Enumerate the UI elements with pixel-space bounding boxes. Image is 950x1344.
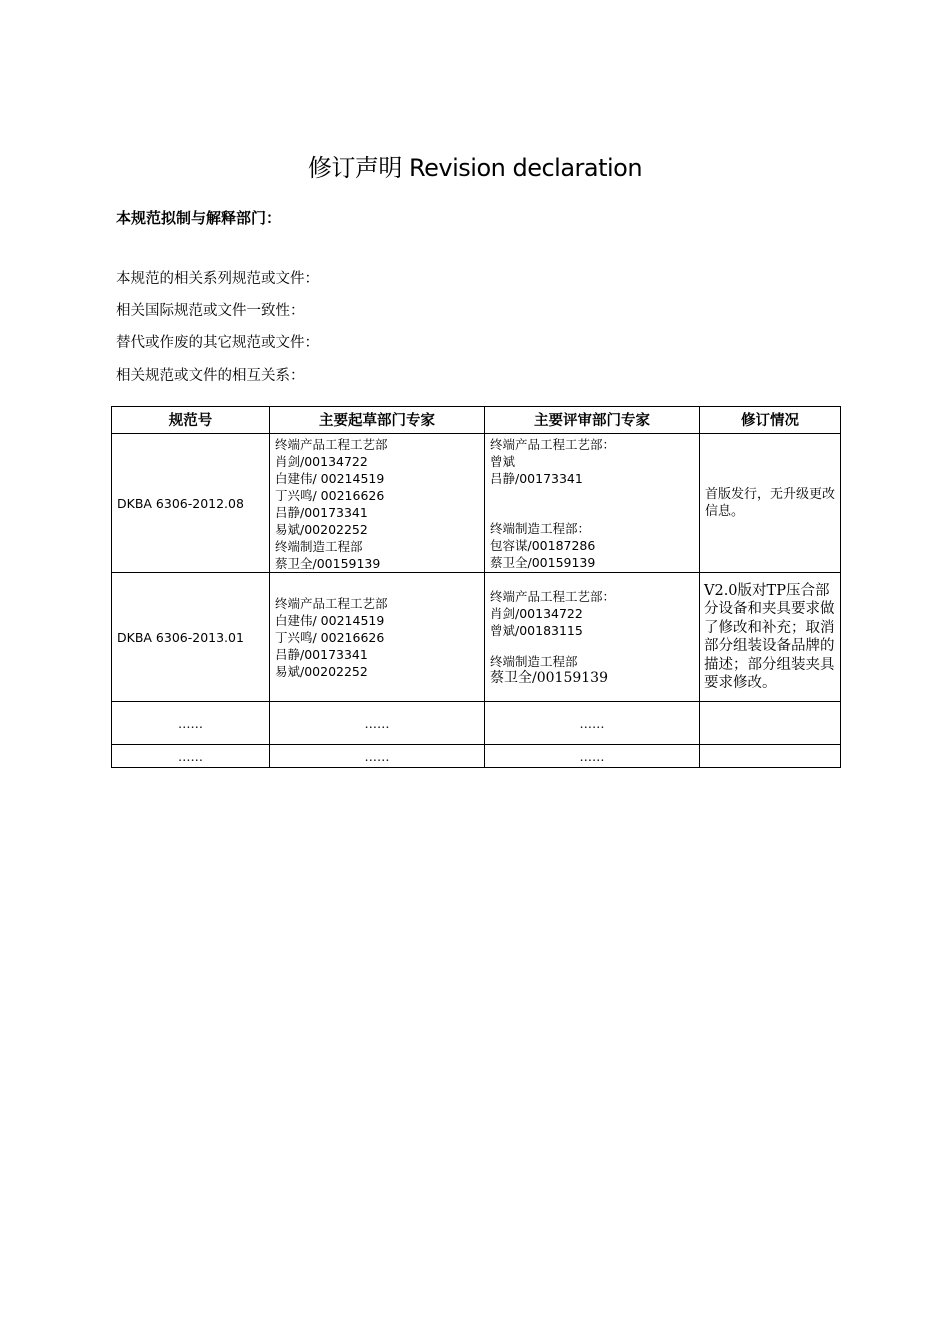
table-header-row [112, 407, 841, 434]
drafter-line: 吕静/00173341 [275, 646, 368, 662]
reviewer-line: 终端产品工程工艺部： [490, 437, 616, 452]
drafter-line: 肖剑/00134722 [275, 454, 368, 469]
table-row [112, 745, 841, 768]
drafter-line: 易斌/00202252 [275, 663, 368, 679]
drafter-line: 易斌/00202252 [275, 522, 368, 537]
reviewer-line: 肖剑/00134722 [490, 605, 583, 621]
drafter-line: 白建伟/ 00214519 [275, 471, 385, 486]
reviewers-cell [485, 434, 700, 573]
header-revision: 修订情况 [700, 407, 841, 434]
revision-cell: V2.0版对TP压合部分设备和夹具要求做了修改和补充；取消部分组装设备品牌的描述；部分组装夹具要求修改。 [700, 573, 841, 702]
drafter-line: 吕静/00173341 [275, 505, 368, 520]
table-row [112, 702, 841, 745]
table-row [112, 434, 841, 573]
ellipsis-cell: …… [485, 702, 700, 745]
reviewer-line: 终端产品工程工艺部： [490, 588, 616, 604]
reviewer-line: 蔡卫全/00159139 [490, 555, 596, 570]
drafter-line: 终端制造工程部 [275, 539, 363, 554]
department-label: 本规范拟制与解释部门： [116, 209, 282, 227]
ellipsis-cell: …… [485, 745, 700, 768]
reviewer-line: 蔡卫全/00159139 [490, 669, 608, 686]
ellipsis-cell: …… [270, 702, 485, 745]
spec-number-cell: DKBA 6306-2013.01 [112, 573, 270, 702]
international-consistency-line: 相关国际规范或文件一致性： [116, 303, 305, 319]
ellipsis-cell: …… [270, 745, 485, 768]
ellipsis-cell: …… [112, 745, 270, 768]
revision-table [111, 406, 841, 768]
spec-number-cell: DKBA 6306-2012.08 [112, 434, 270, 573]
drafter-line: 丁兴鸣/ 00216626 [275, 488, 385, 503]
empty-cell [700, 745, 841, 768]
reviewer-line: 曾斌/00183115 [490, 622, 583, 638]
reviewers-cell [485, 573, 700, 702]
related-series-line: 本规范的相关系列规范或文件： [116, 271, 319, 287]
reviewer-line: 吕静/00173341 [490, 471, 583, 486]
header-reviewers: 主要评审部门专家 [485, 407, 700, 434]
empty-cell [700, 702, 841, 745]
header-spec-number: 规范号 [112, 407, 270, 434]
header-drafters: 主要起草部门专家 [270, 407, 485, 434]
reviewer-line: 曾斌 [490, 454, 516, 469]
reviewer-line: 终端制造工程部： [490, 521, 591, 536]
page-title: 修订声明 Revision declaration [307, 154, 643, 182]
drafter-line: 终端产品工程工艺部 [275, 437, 388, 452]
drafters-cell [270, 434, 485, 573]
replaced-specs-line: 替代或作废的其它规范或文件： [116, 335, 319, 351]
drafter-line: 终端产品工程工艺部 [275, 595, 388, 611]
revision-cell: 首版发行，无升级更改信息。 [700, 434, 841, 573]
drafter-line: 丁兴鸣/ 00216626 [275, 629, 385, 645]
drafters-cell [270, 573, 485, 702]
ellipsis-cell: …… [112, 702, 270, 745]
drafter-line: 白建伟/ 00214519 [275, 612, 385, 628]
reviewer-line: 终端制造工程部 [490, 653, 578, 669]
reviewer-line: 包容谋/00187286 [490, 538, 596, 553]
table-row [112, 573, 841, 702]
related-relations-line: 相关规范或文件的相互关系： [116, 368, 305, 384]
drafter-line: 蔡卫全/00159139 [275, 556, 381, 571]
